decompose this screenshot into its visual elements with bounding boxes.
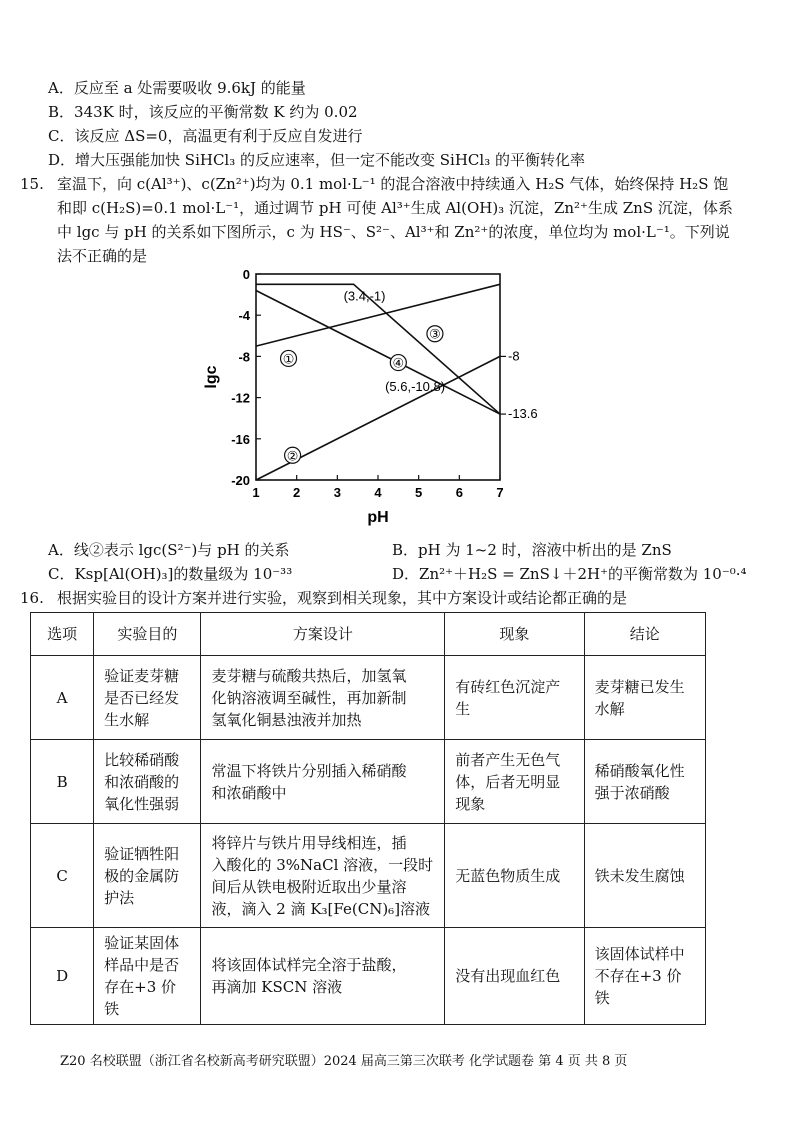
- series-label: ④: [392, 355, 405, 371]
- table-row: [31, 740, 706, 824]
- cell-conclusion: [584, 656, 705, 740]
- cell-line: 水解: [594, 699, 625, 718]
- cell-line: 该固体试样中: [594, 945, 685, 963]
- cell-design: [201, 928, 445, 1025]
- q16-number: 16.: [20, 589, 44, 607]
- cell-phenomenon: [445, 928, 584, 1025]
- cell-line: 生: [455, 699, 471, 718]
- cell-design: [201, 656, 445, 740]
- q14-option-d: D．增大压强能加快 SiHCl₃ 的反应速率，但一定不能改变 SiHCl₃ 的平衡转化率: [48, 151, 585, 169]
- cell-line: 现象: [455, 794, 486, 813]
- q14-option-b: B．343K 时，该反应的平衡常数 K 约为 0.02: [48, 103, 358, 121]
- cell-line: 常温下将铁片分别插入稀硝酸: [211, 761, 407, 780]
- cell-line: 无蓝色物质生成: [455, 866, 561, 885]
- q15-option-c: C．Ksp[Al(OH)₃]的数量级为 10⁻³³: [48, 565, 293, 583]
- q15-option-b: B．pH 为 1~2 时，溶液中析出的是 ZnS: [392, 541, 672, 559]
- x-tick-label: 5: [415, 485, 423, 500]
- cell-line: 再滴加 KSCN 溶液: [211, 978, 343, 996]
- cell-line: 前者产生无色气: [455, 750, 561, 769]
- q15-stem-line3: 中 lgc 与 pH 的关系如下图所示，c 为 HS⁻、S²⁻、Al³⁺和 Zn²⁺的浓度，单位均为 mol·L⁻¹。下列说: [57, 223, 730, 241]
- cell-purpose: [94, 824, 201, 928]
- x-tick-label: 2: [293, 485, 301, 500]
- cell-conclusion: [584, 740, 705, 824]
- cell-line: 和浓硝酸的: [104, 772, 180, 791]
- x-tick-label: 7: [496, 485, 504, 500]
- cell-line: 验证牺牲阳: [104, 844, 180, 863]
- cell-design: [201, 824, 445, 928]
- experiment-table: [30, 612, 706, 1025]
- y-axis-label: lgc: [203, 365, 220, 389]
- y-tick-label: -8: [238, 349, 250, 365]
- cell-line: 麦芽糖与硫酸共热后，加氢氧: [211, 666, 407, 685]
- cell-line: 极的金属防: [104, 866, 180, 885]
- cell-line: 将锌片与铁片用导线相连，插: [211, 833, 407, 852]
- cell-phenomenon: [445, 740, 584, 824]
- header-phenomenon: 现象: [445, 613, 584, 656]
- cell-line: 强于浓硝酸: [594, 783, 670, 802]
- cell-line: 间后从铁电极附近取出少量溶: [211, 877, 407, 896]
- page-footer: Z20 名校联盟（浙江省名校新高考研究联盟）2024 届高三第三次联考 化学试题卷 第 4 页 共 8 页: [60, 1054, 628, 1069]
- cell-line: 化钠溶液调至碱性，再加新制: [211, 688, 407, 707]
- q14-option-c: C．该反应 ΔS=0，高温更有利于反应自发进行: [48, 127, 363, 145]
- cell-line: 和浓硝酸中: [211, 783, 287, 802]
- y-tick-label: -20: [231, 473, 250, 488]
- y-tick-label: -4: [238, 308, 250, 324]
- header-purpose: 实验目的: [94, 613, 201, 656]
- row-option-label: B: [31, 740, 94, 824]
- series-label: ②: [286, 448, 299, 464]
- cell-line: 有砖红色沉淀产: [455, 677, 561, 696]
- cell-line: 验证某固体: [104, 934, 180, 952]
- cell-purpose: [94, 656, 201, 740]
- cell-line: 没有出现血红色: [455, 967, 561, 985]
- q15-number: 15.: [20, 175, 44, 193]
- cell-design: [201, 740, 445, 824]
- y-tick-label: -12: [231, 390, 250, 406]
- cell-line: 入酸化的 3%NaCl 溶液，一段时: [211, 855, 434, 874]
- series-label: ③: [429, 326, 441, 342]
- annotation-label: -8: [508, 348, 520, 364]
- cell-line: 比较稀硝酸: [104, 750, 180, 769]
- row-option-label: D: [31, 928, 94, 1025]
- row-option-label: C: [31, 824, 94, 928]
- cell-line: 是否已经发: [104, 688, 180, 707]
- x-axis-label: pH: [367, 509, 389, 526]
- cell-line: 稀硝酸氧化性: [594, 761, 685, 780]
- header-option: 选项: [31, 613, 94, 656]
- row-option-label: A: [31, 656, 94, 740]
- cell-line: 护法: [104, 888, 135, 907]
- cell-conclusion: [584, 824, 705, 928]
- x-tick-label: 3: [333, 485, 341, 500]
- cell-line: 样品中是否: [104, 956, 180, 974]
- x-tick-label: 1: [252, 485, 260, 500]
- annotation-label: (5.6,-10.8): [385, 379, 446, 395]
- cell-phenomenon: [445, 824, 584, 928]
- series-line: [256, 284, 500, 414]
- header-design: 方案设计: [201, 613, 445, 656]
- annotation-label: -13.6: [508, 406, 538, 422]
- q15-stem-line4: 法不正确的是: [57, 247, 148, 265]
- cell-line: 体，后者无明显: [455, 772, 561, 791]
- q15-stem-line1: 室温下，向 c(Al³⁺)、c(Zn²⁺)均为 0.1 mol·L⁻¹ 的混合溶液中持续通入 H₂S 气体，始终保持 H₂S 饱: [57, 175, 729, 193]
- q15-option-d: D．Zn²⁺＋H₂S = ZnS↓＋2H⁺的平衡常数为 10⁻⁰·⁴: [392, 565, 747, 583]
- cell-phenomenon: [445, 656, 584, 740]
- x-tick-label: 6: [455, 485, 463, 500]
- series-label: ①: [282, 351, 295, 367]
- cell-line: 铁未发生腐蚀: [594, 866, 685, 885]
- y-tick-label: 0: [242, 267, 250, 282]
- cell-line: 麦芽糖已发生: [594, 677, 685, 696]
- y-tick-label: -16: [231, 431, 250, 447]
- q15-stem-line2: 和即 c(H₂S)=0.1 mol·L⁻¹，通过调节 pH 可使 Al³⁺生成 Al(OH)₃ 沉淀，Zn²⁺生成 ZnS 沉淀，体系: [57, 199, 733, 217]
- table-row: [31, 824, 706, 928]
- x-tick-label: 4: [374, 485, 382, 500]
- annotation-label: (3.4,-1): [343, 288, 386, 304]
- table-row: [31, 656, 706, 740]
- cell-purpose: [94, 740, 201, 824]
- q15-option-a: A．线②表示 lgc(S²⁻)与 pH 的关系: [48, 541, 290, 559]
- table-header-row: [31, 613, 706, 656]
- q16-stem: 根据实验目的设计方案并进行实验，观察到相关现象，其中方案设计或结论都正确的是: [57, 589, 628, 607]
- lgc-ph-chart: [200, 262, 538, 540]
- cell-line: 存在+3 价铁: [104, 978, 177, 1018]
- cell-purpose: [94, 928, 201, 1025]
- cell-line: 验证麦芽糖: [104, 666, 180, 685]
- cell-line: 氢氧化铜悬浊液并加热: [211, 710, 362, 729]
- cell-line: 氧化性强弱: [104, 794, 180, 813]
- header-conclusion: 结论: [584, 613, 705, 656]
- cell-line: 不存在+3 价铁: [594, 967, 682, 1007]
- table-row: [31, 928, 706, 1025]
- q14-option-a: A．反应至 a 处需要吸收 9.6kJ 的能量: [48, 79, 306, 97]
- cell-line: 液，滴入 2 滴 K₃[Fe(CN)₆]溶液: [211, 899, 431, 918]
- cell-conclusion: [584, 928, 705, 1025]
- cell-line: 将该固体试样完全溶于盐酸，: [211, 956, 407, 974]
- cell-line: 生水解: [104, 710, 150, 729]
